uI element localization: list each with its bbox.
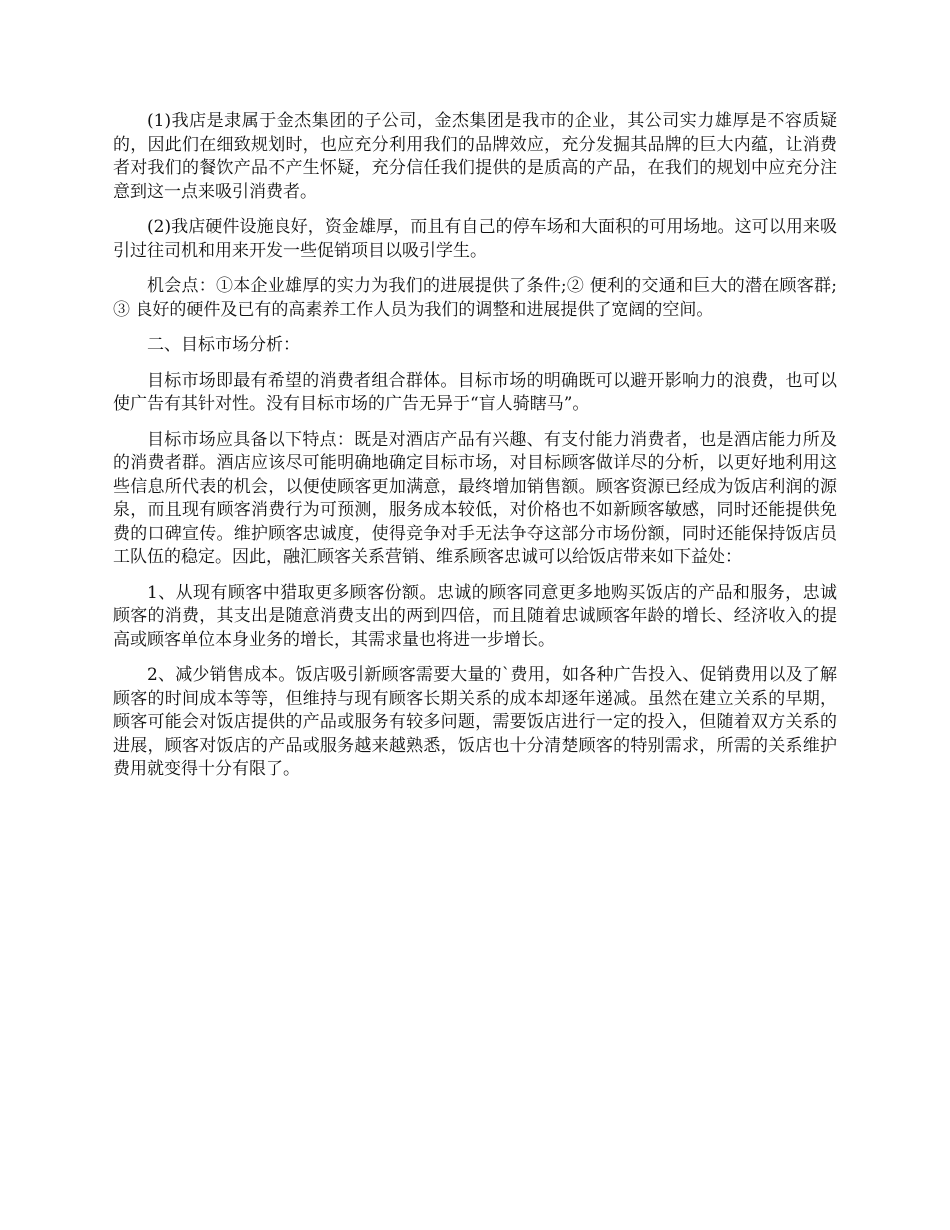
paragraph-benefit-2: 2、减少销售成本。饭店吸引新顾客需要大量的`费用，如各种广告投入、促销费用以及了解顾客的时间成本等等，但维持与现有顾客长期关系的成本却逐年递减。虽然在建立关系的早期，顾客可能会对饭店提供的产品或服务有较多问题，需要饭店进行一定的投入，但随着双方关系的进展，顾客对饭店的产品或服务越来越熟悉，饭店也十分清楚顾客的特别需求，所需的关系维护费用就变得十分有限了。 (113, 665, 837, 779)
paragraph-benefit-1: 1、从现有顾客中猎取更多顾客份额。忠诚的顾客同意更多地购买饭店的产品和服务，忠诚顾客的消费，其支出是随意消费支出的两到四倍，而且随着忠诚顾客年龄的增长、经济收入的提高或顾客单位本身业务的增长，其需求量也将进一步增长。 (113, 582, 837, 650)
paragraph-brand-strength: (1)我店是隶属于金杰集团的子公司，金杰集团是我市的企业，其公司实力雄厚是不容质疑的，因此们在细致规划时，也应充分利用我们的品牌效应，充分发掘其品牌的巨大内蕴，让消费者对我们的餐饮产品不产生怀疑，充分信任我们提供的是质高的产品，在我们的规划中应充分注意到这一点来吸引消费者。 (113, 111, 837, 202)
document-body (113, 110, 837, 794)
paragraph-target-market-features: 目标市场应具备以下特点：既是对酒店产品有兴趣、有支付能力消费者，也是酒店能力所及的消费者群。酒店应该尽可能明确地确定目标市场，对目标顾客做详尽的分析，以更好地利用这些信息所代表的机会，以便使顾客更加满意，最终增加销售额。顾客资源已经成为饭店利润的源泉，而且现有顾客消费行为可预测，服务成本较低，对价格也不如新顾客敏感，同时还能提供免费的口碑宣传。维护顾客忠诚度，使得竞争对手无法争夺这部分市场份额，同时还能保持饭店员工队伍的稳定。因此，融汇顾客关系营销、维系顾客忠诚可以给饭店带来如下益处： (113, 429, 837, 567)
paragraph-facilities: (2)我店硬件设施良好，资金雄厚，而且有自己的停车场和大面积的可用场地。这可以用来吸引过往司机和用来开发一些促销项目以吸引学生。 (113, 217, 837, 261)
paragraph-target-market-definition: 目标市场即最有希望的消费者组合群体。目标市场的明确既可以避开影响力的浪费，也可以使广告有其针对性。没有目标市场的广告无异于“盲人骑瞎马”。 (113, 370, 837, 414)
paragraph-opportunities: 机会点：①本企业雄厚的实力为我们的进展提供了条件;② 便利的交通和巨大的潜在顾客群;③ 良好的硬件及已有的高素养工作人员为我们的调整和进展提供了宽阔的空间。 (113, 276, 837, 320)
section-heading-target-market: 二、目标市场分析： (147, 335, 300, 355)
